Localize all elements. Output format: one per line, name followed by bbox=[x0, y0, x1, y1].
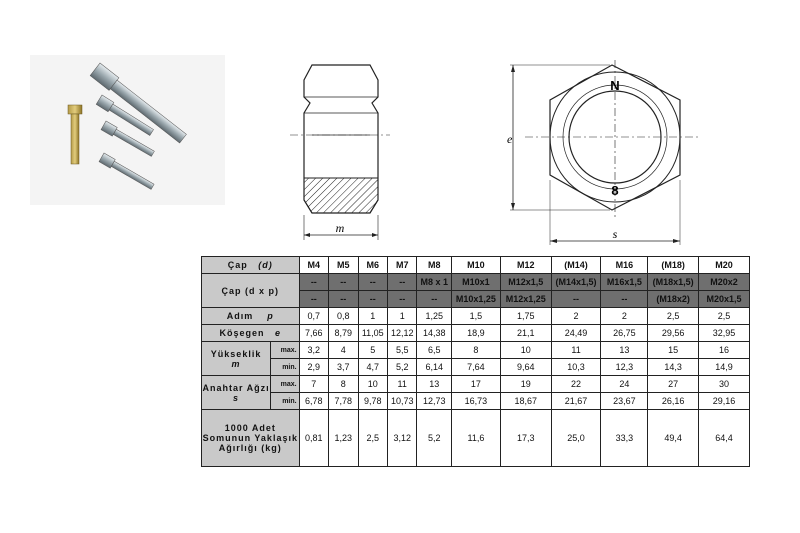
value-cell: 4 bbox=[329, 342, 358, 359]
value-cell: 18,67 bbox=[500, 393, 551, 410]
value-cell: 14,9 bbox=[699, 359, 750, 376]
nut-grade-mark: 8 bbox=[611, 183, 619, 198]
cap-label: Çap bbox=[227, 260, 248, 270]
agirlik-label: 1000 Adet Somunun Yaklaşık Ağırlığı (kg) bbox=[202, 410, 300, 467]
adim-row bbox=[202, 308, 750, 325]
pitch-cell: -- bbox=[601, 291, 648, 308]
pitch-cell: (M18x1,5) bbox=[648, 274, 699, 291]
value-cell: 0,7 bbox=[299, 308, 328, 325]
value-cell: 21,1 bbox=[500, 325, 551, 342]
bolts-illustration bbox=[30, 55, 225, 205]
value-cell: 12,3 bbox=[601, 359, 648, 376]
nut-top-view bbox=[495, 55, 710, 255]
value-cell: 26,75 bbox=[601, 325, 648, 342]
value-cell: 2,5 bbox=[699, 308, 750, 325]
value-cell: 1,75 bbox=[500, 308, 551, 325]
nut-letter-mark: N bbox=[610, 78, 620, 93]
pitch-cell: M16x1,5 bbox=[601, 274, 648, 291]
min-label: min. bbox=[271, 359, 299, 376]
value-cell: 7,64 bbox=[452, 359, 501, 376]
value-cell: 3,7 bbox=[329, 359, 358, 376]
size-cell: M8 bbox=[417, 257, 452, 274]
value-cell: 2,9 bbox=[299, 359, 328, 376]
pitch-cell: -- bbox=[329, 274, 358, 291]
value-cell: 12,73 bbox=[417, 393, 452, 410]
value-cell: 2,5 bbox=[358, 410, 387, 467]
size-cell: M16 bbox=[601, 257, 648, 274]
value-cell: 1,5 bbox=[452, 308, 501, 325]
cap-d-symbol: (d) bbox=[258, 260, 273, 270]
value-cell: 25,0 bbox=[551, 410, 601, 467]
pitch-cell: M10x1,25 bbox=[452, 291, 501, 308]
pitch-cell: M8 x 1 bbox=[417, 274, 452, 291]
value-cell: 4,7 bbox=[358, 359, 387, 376]
pitch-cell: M12x1,25 bbox=[500, 291, 551, 308]
value-cell: 19 bbox=[500, 376, 551, 393]
value-cell: 30 bbox=[699, 376, 750, 393]
size-cell: (M14) bbox=[551, 257, 601, 274]
value-cell: 14,38 bbox=[417, 325, 452, 342]
yukseklik-symbol: m bbox=[231, 358, 241, 369]
size-cell: M5 bbox=[329, 257, 358, 274]
size-cell: M4 bbox=[299, 257, 328, 274]
value-cell: 22 bbox=[551, 376, 601, 393]
value-cell: 9,64 bbox=[500, 359, 551, 376]
cap-d-label-cell bbox=[202, 257, 300, 274]
value-cell: 1,25 bbox=[417, 308, 452, 325]
pitch-cell: M20x1,5 bbox=[699, 291, 750, 308]
value-cell: 17,3 bbox=[500, 410, 551, 467]
value-cell: 0,81 bbox=[299, 410, 328, 467]
anahtar-symbol: s bbox=[233, 392, 240, 403]
pitch-cell: -- bbox=[387, 291, 416, 308]
pitch-row-1 bbox=[202, 274, 750, 291]
e-dimension-label: e bbox=[507, 132, 513, 146]
value-cell: 27 bbox=[648, 376, 699, 393]
value-cell: 1,23 bbox=[329, 410, 358, 467]
size-cell: (M18) bbox=[648, 257, 699, 274]
value-cell: 14,3 bbox=[648, 359, 699, 376]
value-cell: 1 bbox=[387, 308, 416, 325]
nut-side-view bbox=[290, 55, 390, 250]
pitch-cell: -- bbox=[329, 291, 358, 308]
value-cell: 10,73 bbox=[387, 393, 416, 410]
pitch-cell: -- bbox=[299, 274, 328, 291]
value-cell: 2 bbox=[551, 308, 601, 325]
anahtar-max-row bbox=[202, 376, 750, 393]
value-cell: 16,73 bbox=[452, 393, 501, 410]
value-cell: 10 bbox=[358, 376, 387, 393]
value-cell: 5,5 bbox=[387, 342, 416, 359]
value-cell: 6,78 bbox=[299, 393, 328, 410]
max-label: max. bbox=[271, 376, 299, 393]
pitch-cell: -- bbox=[358, 291, 387, 308]
value-cell: 13 bbox=[417, 376, 452, 393]
size-cell: M6 bbox=[358, 257, 387, 274]
anahtar-min-row bbox=[202, 393, 750, 410]
adim-label: Adım bbox=[226, 311, 254, 321]
value-cell: 1 bbox=[358, 308, 387, 325]
value-cell: 11,05 bbox=[358, 325, 387, 342]
yukseklik-label-cell bbox=[202, 342, 271, 376]
value-cell: 18,9 bbox=[452, 325, 501, 342]
pitch-cell: -- bbox=[417, 291, 452, 308]
value-cell: 2,5 bbox=[648, 308, 699, 325]
pitch-cell: -- bbox=[551, 291, 601, 308]
value-cell: 6,14 bbox=[417, 359, 452, 376]
kosegen-label: Köşegen bbox=[219, 328, 265, 338]
value-cell: 3,2 bbox=[299, 342, 328, 359]
value-cell: 24,49 bbox=[551, 325, 601, 342]
value-cell: 7 bbox=[299, 376, 328, 393]
size-cell: M20 bbox=[699, 257, 750, 274]
yukseklik-min-row bbox=[202, 359, 750, 376]
yukseklik-max-row bbox=[202, 342, 750, 359]
value-cell: 10,3 bbox=[551, 359, 601, 376]
pitch-cell: -- bbox=[299, 291, 328, 308]
value-cell: 5 bbox=[358, 342, 387, 359]
adim-label-cell bbox=[202, 308, 300, 325]
kosegen-row bbox=[202, 325, 750, 342]
agirlik-row bbox=[202, 410, 750, 467]
value-cell: 8 bbox=[329, 376, 358, 393]
value-cell: 7,66 bbox=[299, 325, 328, 342]
value-cell: 21,67 bbox=[551, 393, 601, 410]
value-cell: 29,16 bbox=[699, 393, 750, 410]
value-cell: 11 bbox=[551, 342, 601, 359]
value-cell: 32,95 bbox=[699, 325, 750, 342]
kosegen-label-cell bbox=[202, 325, 300, 342]
anahtar-label-cell bbox=[202, 376, 271, 410]
value-cell: 33,3 bbox=[601, 410, 648, 467]
value-cell: 9,78 bbox=[358, 393, 387, 410]
size-cell: M10 bbox=[452, 257, 501, 274]
value-cell: 29,56 bbox=[648, 325, 699, 342]
value-cell: 10 bbox=[500, 342, 551, 359]
value-cell: 23,67 bbox=[601, 393, 648, 410]
value-cell: 3,12 bbox=[387, 410, 416, 467]
nut-spec-table bbox=[201, 256, 750, 467]
value-cell: 8 bbox=[452, 342, 501, 359]
value-cell: 15 bbox=[648, 342, 699, 359]
value-cell: 49,4 bbox=[648, 410, 699, 467]
value-cell: 64,4 bbox=[699, 410, 750, 467]
yukseklik-label: Yükseklik bbox=[210, 348, 262, 359]
value-cell: 5,2 bbox=[417, 410, 452, 467]
pitch-cell: M12x1,5 bbox=[500, 274, 551, 291]
adim-symbol: p bbox=[267, 311, 274, 321]
value-cell: 7,78 bbox=[329, 393, 358, 410]
value-cell: 13 bbox=[601, 342, 648, 359]
value-cell: 26,16 bbox=[648, 393, 699, 410]
bolts-image bbox=[30, 55, 225, 205]
pitch-cell: M10x1 bbox=[452, 274, 501, 291]
value-cell: 6,5 bbox=[417, 342, 452, 359]
value-cell: 8,79 bbox=[329, 325, 358, 342]
anahtar-label: Anahtar Ağzı bbox=[202, 382, 270, 393]
size-cell: M12 bbox=[500, 257, 551, 274]
pitch-cell: (M14x1,5) bbox=[551, 274, 601, 291]
pitch-cell: -- bbox=[358, 274, 387, 291]
value-cell: 24 bbox=[601, 376, 648, 393]
pitch-cell: -- bbox=[387, 274, 416, 291]
value-cell: 2 bbox=[601, 308, 648, 325]
min-label: min. bbox=[271, 393, 299, 410]
size-row bbox=[202, 257, 750, 274]
value-cell: 17 bbox=[452, 376, 501, 393]
value-cell: 16 bbox=[699, 342, 750, 359]
pitch-cell: (M18x2) bbox=[648, 291, 699, 308]
size-cell: M7 bbox=[387, 257, 416, 274]
cap-dxp-label: Çap (d x p) bbox=[202, 274, 300, 308]
value-cell: 0,8 bbox=[329, 308, 358, 325]
max-label: max. bbox=[271, 342, 299, 359]
value-cell: 12,12 bbox=[387, 325, 416, 342]
s-dimension-label: s bbox=[612, 227, 618, 241]
value-cell: 11 bbox=[387, 376, 416, 393]
value-cell: 5,2 bbox=[387, 359, 416, 376]
pitch-cell: M20x2 bbox=[699, 274, 750, 291]
m-dimension-label: m bbox=[335, 221, 345, 235]
kosegen-symbol: e bbox=[275, 328, 282, 338]
value-cell: 11,6 bbox=[452, 410, 501, 467]
